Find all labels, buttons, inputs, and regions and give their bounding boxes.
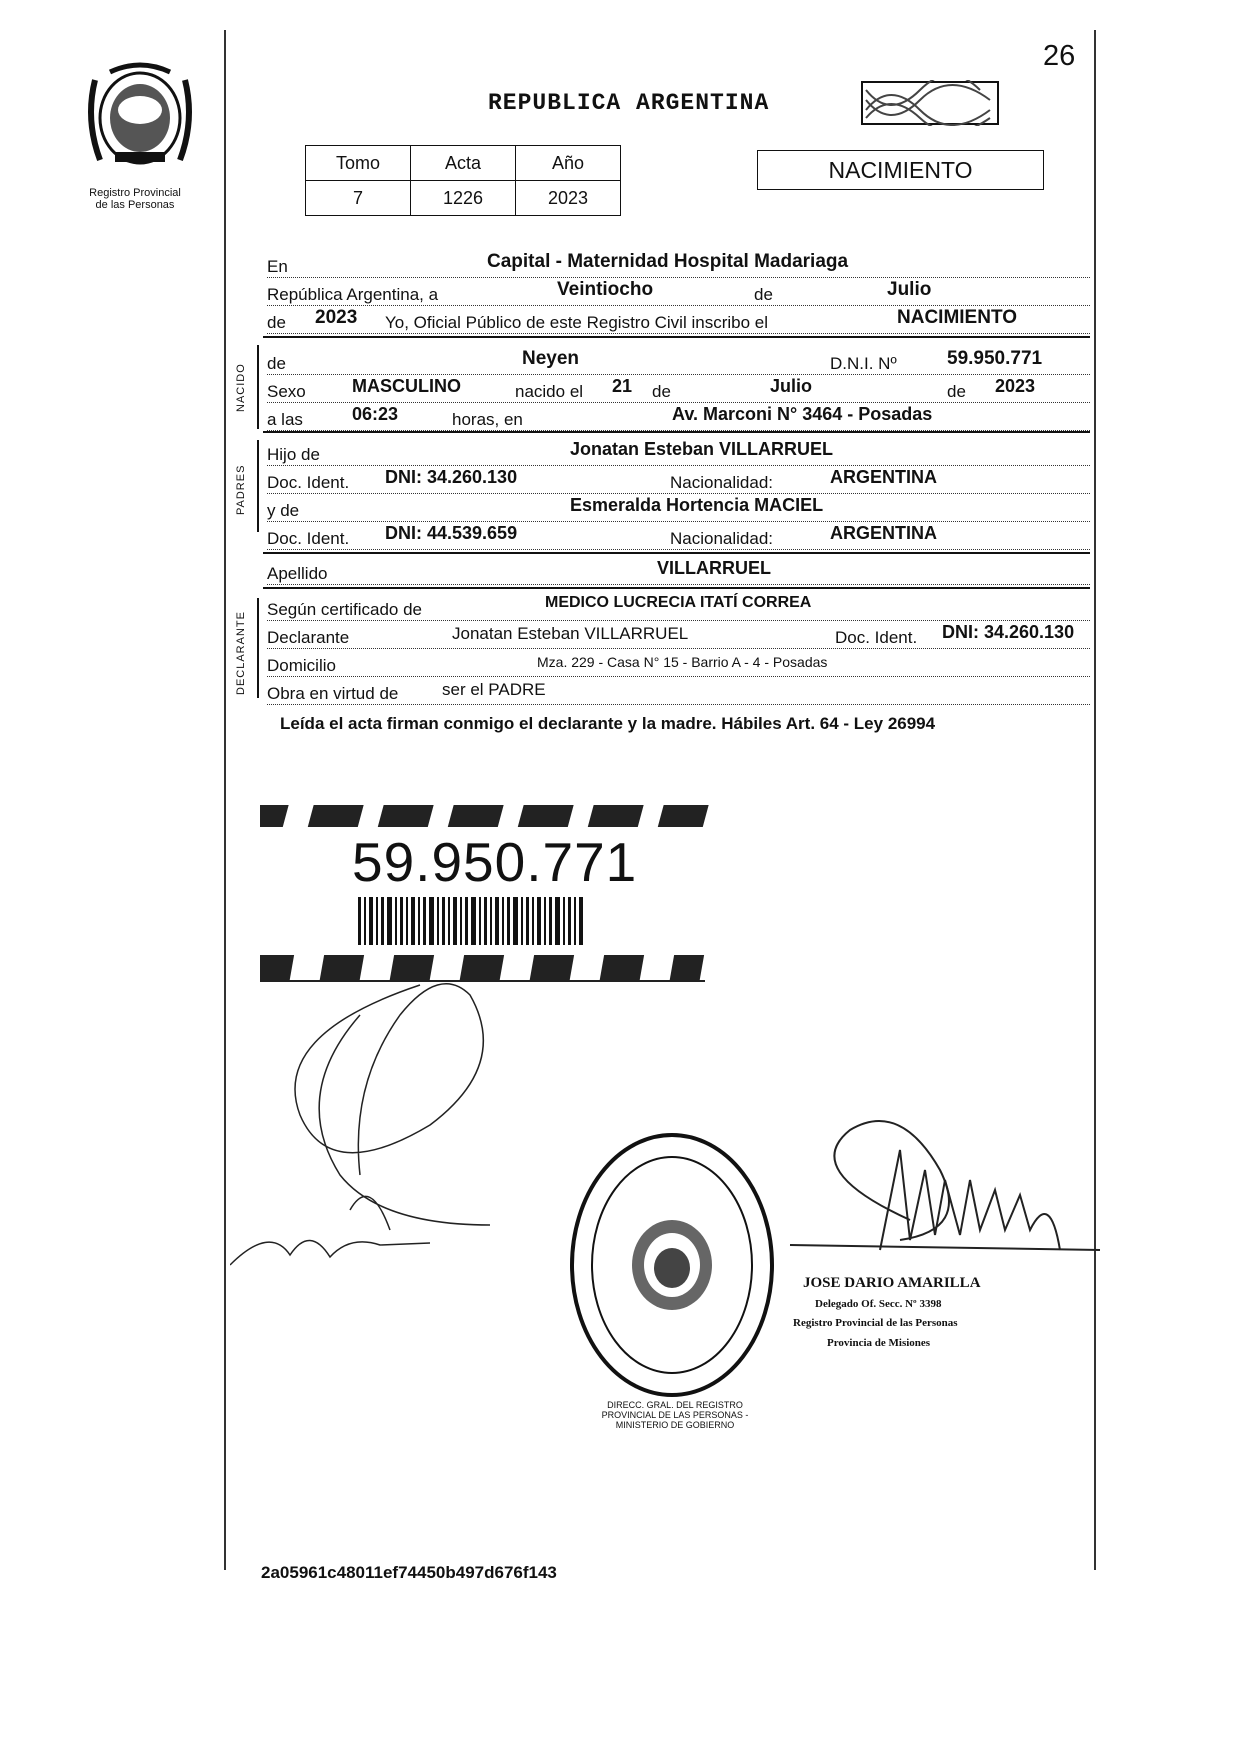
birth-day-field: 21	[612, 376, 633, 396]
security-stamp-icon	[860, 80, 1000, 126]
mother-nationality-field: ARGENTINA	[830, 523, 937, 543]
padres-bar	[257, 440, 259, 532]
month-field: Julio	[887, 279, 932, 300]
value-acta: 1226	[411, 181, 516, 216]
sex-field: MASCULINO	[352, 376, 461, 396]
nacido-bar	[257, 345, 259, 429]
document-title: REPUBLICA ARGENTINA	[488, 90, 770, 116]
father-doc-field: DNI: 34.260.130	[385, 467, 518, 487]
value-tomo: 7	[306, 181, 411, 216]
seal-text: DIRECC. GRAL. DEL REGISTRO PROVINCIAL DE LAS PERSONAS - MINISTERIO DE GOBIERNO	[601, 1400, 749, 1430]
legal-text: Leída el acta firman conmigo el declarante y la madre. Hábiles Art. 64 - Ley 26994	[280, 714, 936, 733]
section-padres-label: PADRES	[235, 464, 247, 515]
declarant-name-field: Jonatan Esteban VILLARRUEL	[452, 624, 689, 643]
section-nacido-label: NACIDO	[235, 363, 247, 412]
declarante-bar	[257, 598, 259, 698]
birth-year-field: 2023	[995, 376, 1036, 396]
father-nationality-field: ARGENTINA	[830, 467, 937, 487]
reason-field: ser el PADRE	[442, 680, 546, 699]
official-role: Delegado Of. Secc. Nº 3398	[815, 1298, 942, 1310]
surname-field: VILLARRUEL	[657, 558, 771, 578]
record-kind-field: NACIMIENTO	[897, 307, 1017, 328]
barcode-icon	[358, 897, 588, 945]
line-obra: Obra en virtud de ser el PADRE	[267, 682, 1090, 705]
birth-place-field: Av. Marconi N° 3464 - Posadas	[672, 404, 933, 424]
official-office: Registro Provincial de las Personas	[793, 1317, 958, 1329]
left-margin-line	[224, 30, 226, 1570]
right-margin-line	[1094, 30, 1096, 1570]
rule-3	[263, 552, 1090, 554]
section-declarante-label: DECLARANTE	[235, 611, 247, 695]
birth-time-field: 06:23	[352, 404, 399, 424]
big-dni-number: 59.950.771	[352, 831, 638, 893]
official-name: JOSE DARIO AMARILLA	[803, 1275, 981, 1291]
line-republica: República Argentina, a Veintiocho de Julio	[267, 283, 1090, 306]
province-crest-logo	[75, 60, 205, 170]
line-nombre: de Neyen D.N.I. Nº 59.950.771	[267, 352, 1090, 375]
line-hijo-de: Hijo de Jonatan Esteban VILLARRUEL	[267, 443, 1090, 466]
record-type-box: NACIMIENTO	[757, 150, 1044, 190]
page-number: 26	[1043, 40, 1076, 72]
line-hora: a las 06:23 horas, en Av. Marconi N° 3464 - Posadas	[267, 408, 1090, 431]
mother-name-field: Esmeralda Hortencia MACIEL	[570, 495, 824, 515]
line-domicilio: Domicilio Mza. 229 - Casa N° 15 - Barrio A - 4 - Posadas	[267, 654, 1090, 677]
place-field: Capital - Maternidad Hospital Madariaga	[487, 251, 849, 272]
registry-table	[305, 145, 621, 216]
day-text-field: Veintiocho	[557, 279, 654, 300]
address-field: Mza. 229 - Casa N° 15 - Barrio A - 4 - Posadas	[537, 654, 828, 670]
line-apellido: Apellido VILLARRUEL	[267, 562, 1090, 585]
rule-4	[263, 587, 1090, 589]
line-padre-doc: Doc. Ident. DNI: 34.260.130 Nacionalidad: ARGENTINA	[267, 471, 1090, 494]
security-pattern-top-icon	[260, 800, 715, 830]
header-anio: Año	[516, 146, 621, 181]
child-name-field: Neyen	[522, 348, 580, 369]
mother-doc-field: DNI: 44.539.659	[385, 523, 518, 543]
line-y-de: y de Esmeralda Hortencia MACIEL	[267, 499, 1090, 522]
value-anio: 2023	[516, 181, 621, 216]
official-province: Provincia de Misiones	[827, 1337, 931, 1349]
year-field: 2023	[315, 307, 358, 328]
line-yo-oficial: de 2023 Yo, Oficial Público de este Registro Civil inscribo el NACIMIENTO	[267, 311, 1090, 334]
header-tomo: Tomo	[306, 146, 411, 181]
rule-1	[263, 336, 1090, 338]
rule-2	[263, 431, 1090, 433]
header-acta: Acta	[411, 146, 516, 181]
line-en: En Capital - Maternidad Hospital Madariaga	[267, 255, 1090, 278]
line-madre-doc: Doc. Ident. DNI: 44.539.659 Nacionalidad: ARGENTINA	[267, 527, 1090, 550]
official-seal-icon	[565, 1128, 780, 1403]
line-declarante: Declarante Jonatan Esteban VILLARRUEL Doc. Ident. DNI: 34.260.130	[267, 626, 1090, 649]
mother-signature-icon	[230, 975, 590, 1275]
document-hash: 2a05961c48011ef74450b497d676f143	[261, 1563, 557, 1582]
logo-caption: Registro Provincial de las Personas	[89, 187, 181, 211]
line-sexo: Sexo MASCULINO nacido el 21 de Julio de 2023	[267, 380, 1090, 403]
official-signature-icon	[760, 1110, 1110, 1290]
birth-month-field: Julio	[770, 376, 813, 396]
certificate-field: MEDICO LUCRECIA ITATÍ CORREA	[545, 594, 812, 611]
father-name-field: Jonatan Esteban VILLARRUEL	[570, 439, 834, 459]
declarant-doc-field: DNI: 34.260.130	[942, 622, 1075, 642]
line-certificado: Según certificado de MEDICO LUCRECIA ITATÍ CORREA	[267, 598, 1090, 621]
child-dni-field: 59.950.771	[947, 348, 1043, 369]
